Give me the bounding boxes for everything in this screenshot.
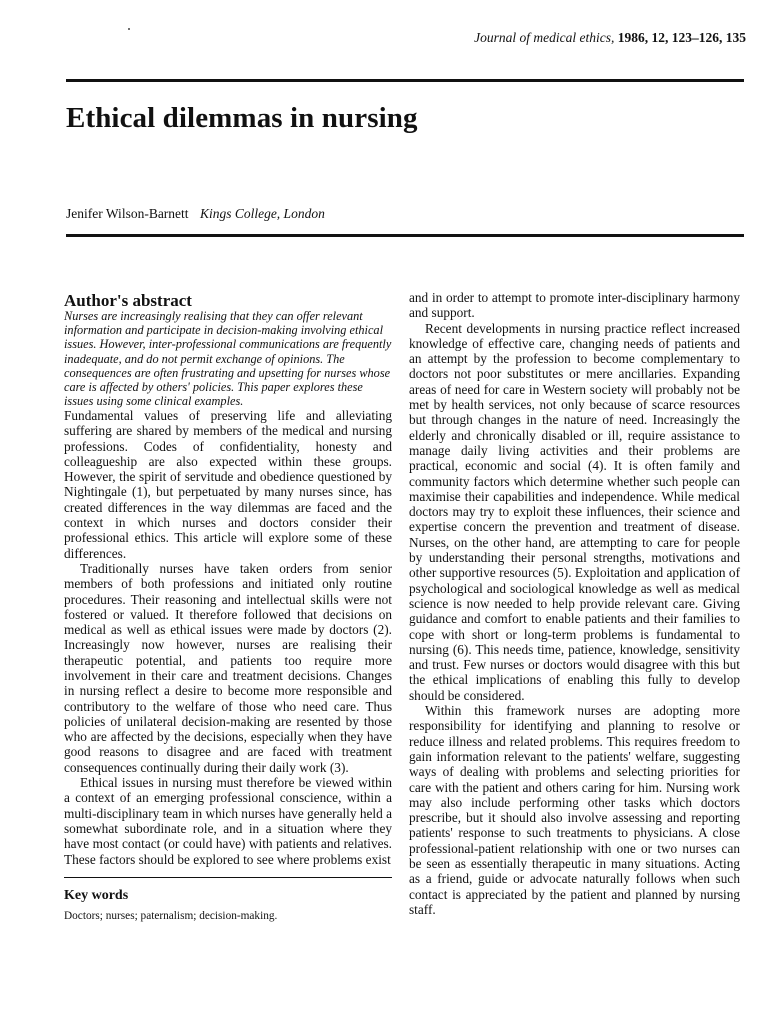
author-affiliation: Kings College, London [199, 206, 325, 221]
keywords-text: Doctors; nurses; paternalism; decision-making. [64, 910, 278, 923]
body-paragraph: Ethical issues in nursing must therefore be viewed within a context of an emerging professional conscience, within a multi-disciplinary team in which nurses have generally held a somewhat subordinate role, and in a situation where they have most contact (or could have) with patients and relatives. These factors should be explored to see where problems exist [64, 775, 392, 867]
keywords-heading: Key words [64, 888, 129, 904]
journal-name: Journal of medical ethics, [474, 30, 615, 45]
byline [66, 206, 325, 222]
body-paragraph: and in order to attempt to promote inter-disciplinary harmony and support. [409, 290, 740, 321]
keywords-rule [64, 877, 392, 878]
article-title: Ethical dilemmas in nursing [66, 102, 418, 134]
left-column [64, 290, 392, 923]
right-column [409, 290, 740, 917]
author-name: Jenifer Wilson-Barnett [66, 206, 189, 221]
journal-citation [474, 30, 746, 46]
body-paragraph: Recent developments in nursing practice reflect increased knowledge of effective care, changing needs of patients and an attempt by the profession to become complementary to doctors not poor substitutes or mere ancillaries. Expanding areas of need for care in Western society will probably not be met by health services, not only because of scarce resources but through changes in the nature of need. Increasingly the elderly and chronically disabled or ill, require assistance to manage daily living activities and their problems are practical, economic and social (4). It is often family and community factors which determine whether such people can maximise their capabilities and independence. While medical doctors may try to exploit these influences, their science and expertise concern the prevention and treatment of disease. Nurses, on the other hand, are attempting to care for people by understanding their personal strengths, motivations and other supportive resources (5). Exploitation and application of psychological and sociological knowledge as well as medical science is now needed to help provide relevant care. Giving guidance and comfort to enable patients and their families to cope with short or long-term problems is fundamental to nursing (6). This needs time, patience, knowledge, sensitivity and trust. Few nurses or doctors would disagree with this but the ethical implications of enabling this fully to develop should be considered. [409, 320, 740, 703]
body-paragraph: Fundamental values of preserving life and alleviating suffering are shared by members of the medical and nursing professions. Codes of confidentiality, honesty and colleagueship are also expected within these groups. However, the spirit of servitude and obedience questioned by Nightingale (1), but perpetuated by many nurses since, has created differences in the way dilemmas are faced and the context in which nurses and doctors consider their professional ethics. This article will explore some of these differences. [64, 407, 392, 561]
body-paragraph: Traditionally nurses have taken orders from senior members of both professions and initiated only routine procedures. Their reasoning and intellectual skills were not fostered or valued. It therefore followed that decisions on medical as well as ethical issues were made by doctors (2). Increasingly now however, nurses are realising their therapeutic potential, and patients too require more involvement in their care and treatment decisions. Changes in nursing reflect a desire to become more responsible and contributory to the welfare of those who need care. Thus policies of unilateral decision-making are resented by those who are affected by the decisions, especially when they have good reasons to disagree and are faced with treatment consequences continually during their daily work (3). [64, 560, 392, 775]
top-rule [66, 79, 744, 82]
scan-speck [128, 28, 130, 30]
body-paragraph: Within this framework nurses are adopting more responsibility for identifying and planning to resolve or reduce illness and related problems. This requires freedom to gain information relevant to the patients' welfare, suggesting ways of dealing with problems and selecting priorities for care with the patient and others caring for him. Nursing work may also include performing other tasks which doctors prescribe, but it should also involve assessing and reporting patients' response to such treatments to physicians. A close professional-patient relationship with one or two nurses can be seen as essentially therapeutic in many situations. Acting as a friend, guide or advocate naturally follows when such contact is appreciated by the patient and planned by nursing staff. [409, 703, 740, 917]
journal-year-volume: 1986, 12, 123–126, 135 [617, 30, 746, 45]
abstract-text: Nurses are increasingly realising that they can offer relevant information and participate in decision-making involving ethical issues. However, inter-professional communications are frequently inadequate, and do not permit exchange of opinions. The consequences are often frustrating and upsetting for nurses whose care is affected by others' policies. This paper explores these issues using some clinical examples. [64, 309, 392, 408]
header-rule [66, 234, 744, 237]
abstract-heading: Author's abstract [64, 291, 192, 310]
